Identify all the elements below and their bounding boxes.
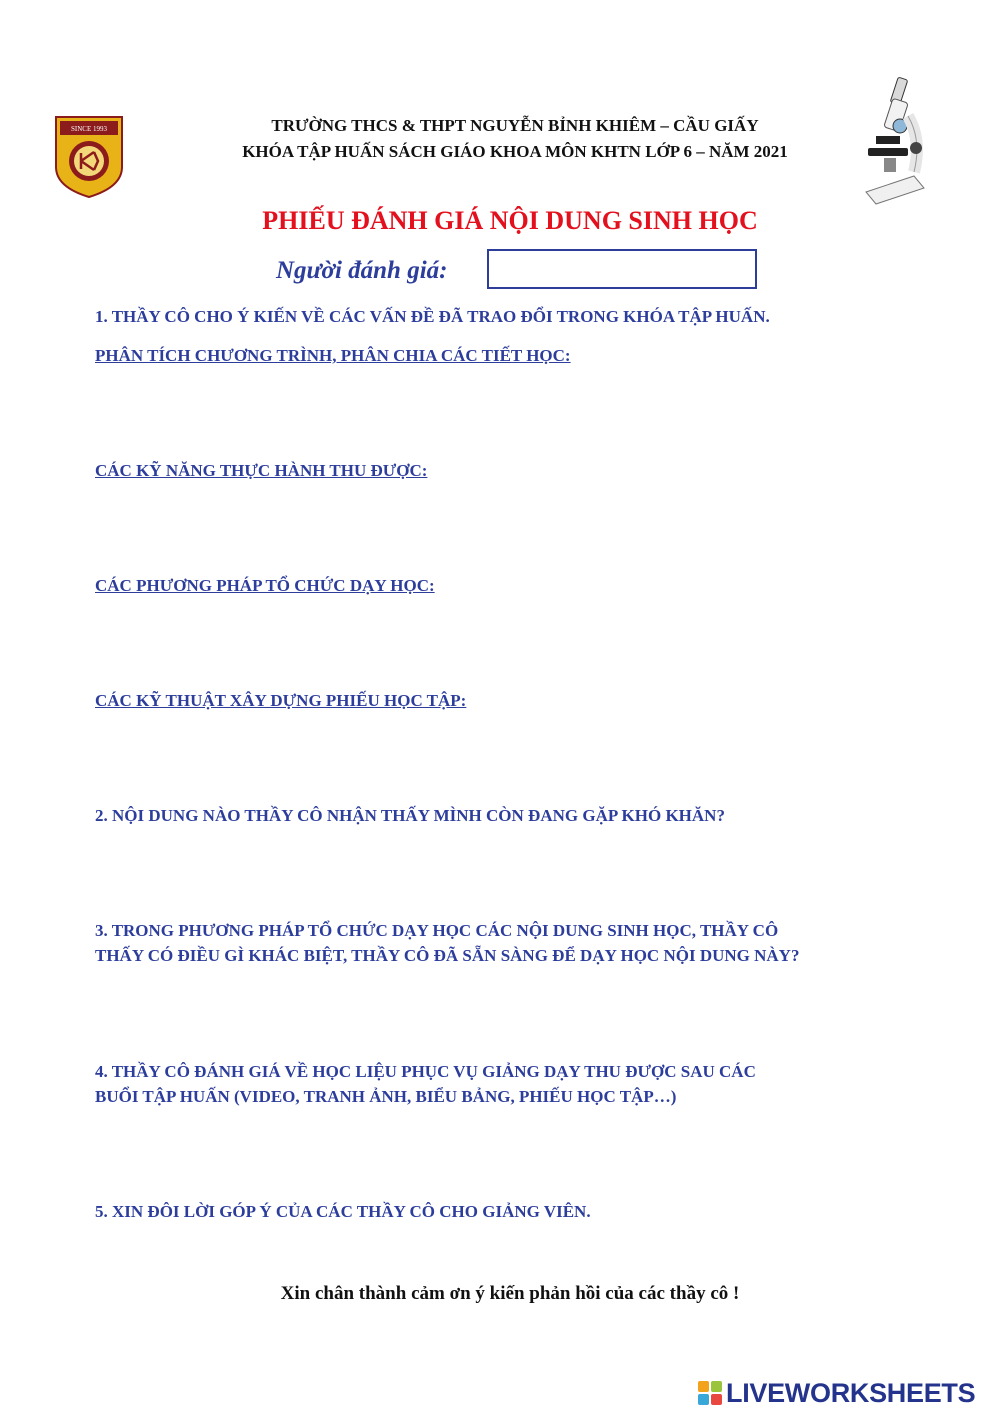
answer-1c-area[interactable] xyxy=(95,612,905,660)
evaluator-label: Người đánh giá: xyxy=(276,257,448,284)
answer-1d-area[interactable] xyxy=(95,726,905,774)
question-3-line-1: 3. TRONG PHƯƠNG PHÁP TỔ CHỨC DẠY HỌC CÁC NỘI DUNG SINH HỌC, THẦY CÔ xyxy=(95,921,779,940)
question-1c-label: CÁC PHƯƠNG PHÁP TỔ CHỨC DẠY HỌC: xyxy=(95,576,435,595)
answer-3-area[interactable] xyxy=(95,984,905,1032)
brand-squares-icon xyxy=(698,1381,722,1405)
question-2: 2. NỘI DUNG NÀO THẦY CÔ NHẬN THẤY MÌNH CÒN ĐANG GẶP KHÓ KHĂN? xyxy=(95,806,725,825)
liveworksheets-logo xyxy=(698,1378,975,1408)
question-4-line-2: BUỔI TẬP HUẤN (VIDEO, TRANH ẢNH, BIỂU BẢNG, PHIẾU HỌC TẬP…) xyxy=(95,1087,677,1106)
question-5: 5. XIN ĐÔI LỜI GÓP Ý CỦA CÁC THẦY CÔ CHO GIẢNG VIÊN. xyxy=(95,1202,591,1221)
question-1: 1. THẦY CÔ CHO Ý KIẾN VỀ CÁC VẤN ĐỀ ĐÃ TRAO ĐỔI TRONG KHÓA TẬP HUẤN. xyxy=(95,307,770,326)
answer-4-area[interactable] xyxy=(95,1126,905,1174)
course-name: KHÓA TẬP HUẤN SÁCH GIÁO KHOA MÔN KHTN LỚP 6 – NĂM 2021 xyxy=(242,142,788,161)
answer-1a-area[interactable] xyxy=(95,380,905,428)
thank-you-note: Xin chân thành cảm ơn ý kiến phản hồi của các thầy cô ! xyxy=(280,1283,740,1304)
answer-5-area[interactable] xyxy=(95,1232,905,1280)
answer-1b-area[interactable] xyxy=(95,496,905,544)
question-1b-label: CÁC KỸ NĂNG THỰC HÀNH THU ĐƯỢC: xyxy=(95,461,428,480)
question-4-line-1: 4. THẦY CÔ ĐÁNH GIÁ VỀ HỌC LIỆU PHỤC VỤ GIẢNG DẠY THU ĐƯỢC SAU CÁC xyxy=(95,1062,756,1081)
question-1d-label: CÁC KỸ THUẬT XÂY DỰNG PHIẾU HỌC TẬP: xyxy=(95,691,467,710)
page-title: PHIẾU ĐÁNH GIÁ NỘI DUNG SINH HỌC xyxy=(262,206,758,235)
svg-text:SINCE 1993: SINCE 1993 xyxy=(71,125,107,133)
question-1a-label: PHÂN TÍCH CHƯƠNG TRÌNH, PHÂN CHIA CÁC TIẾT HỌC: xyxy=(95,346,571,365)
school-logo xyxy=(54,115,124,199)
school-name: TRƯỜNG THCS & THPT NGUYỄN BỈNH KHIÊM – CẦU GIẤY xyxy=(271,116,759,135)
evaluator-input[interactable] xyxy=(487,249,757,289)
question-3-line-2: THẤY CÓ ĐIỀU GÌ KHÁC BIỆT, THẦY CÔ ĐÃ SẴN SÀNG ĐỂ DẠY HỌC NỘI DUNG NÀY? xyxy=(95,946,800,965)
brand-name: LIVEWORKSHEETS xyxy=(726,1377,976,1408)
answer-2-area[interactable] xyxy=(95,842,905,890)
